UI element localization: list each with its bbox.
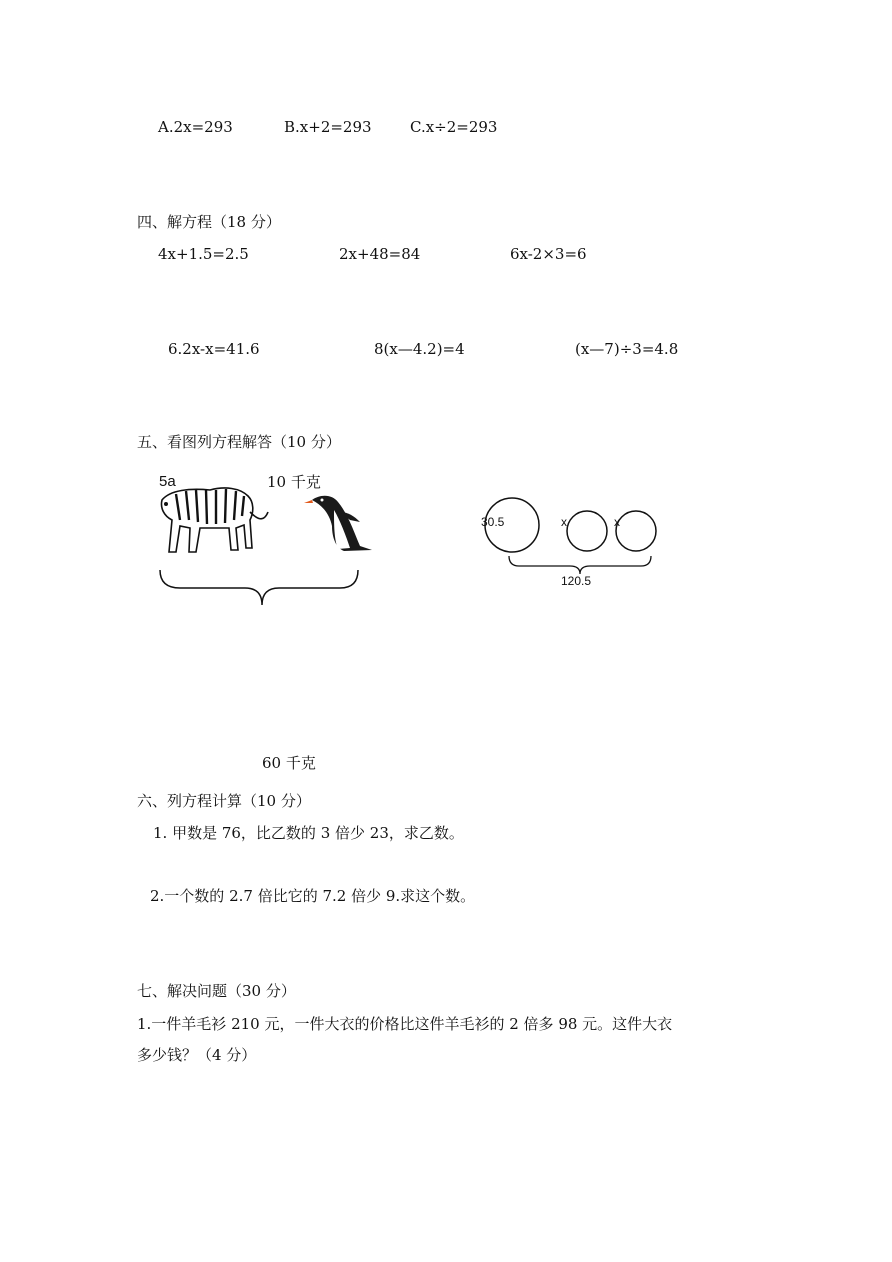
section-4-title: 四、解方程（18 分）	[137, 213, 281, 231]
equation-1: 4x+1.5=2.5	[158, 245, 249, 263]
circles-total-label: 120.5	[561, 574, 592, 588]
small-circle-2	[616, 511, 656, 551]
section-5-title: 五、看图列方程解答（10 分）	[137, 433, 341, 451]
tiger-label: 5a	[159, 473, 176, 490]
equation-6: (x—7)÷3=4.8	[575, 340, 679, 358]
animals-total-label: 60 千克	[262, 754, 316, 772]
equation-3: 6x-2×3=6	[510, 245, 587, 263]
section-6-question-2: 2.一个数的 2.7 倍比它的 7.2 倍少 9.求这个数。	[150, 887, 476, 905]
choice-c: C.x÷2=293	[410, 118, 498, 136]
section-6-question-1: 1. 甲数是 76，比乙数的 3 倍少 23，求乙数。	[153, 824, 464, 842]
penguin-label: 10 千克	[267, 473, 321, 491]
section-7-title: 七、解决问题（30 分）	[137, 982, 296, 1000]
small-circle-label-2: x	[614, 515, 620, 529]
small-circle-1	[567, 511, 607, 551]
section-6-title: 六、列方程计算（10 分）	[137, 792, 311, 810]
equation-4: 6.2x-x=41.6	[168, 340, 260, 358]
equation-2: 2x+48=84	[339, 245, 421, 263]
choice-a: A.2x=293	[158, 118, 233, 136]
choice-b: B.x+2=293	[284, 118, 372, 136]
section-7-question-1-line-1: 1.一件羊毛衫 210 元，一件大衣的价格比这件羊毛衫的 2 倍多 98 元。这件大衣	[137, 1015, 673, 1033]
small-circle-label-1: x	[561, 515, 567, 529]
section-7-question-1-line-2: 多少钱？（4 分）	[137, 1046, 257, 1064]
equation-5: 8(x—4.2)=4	[374, 340, 465, 358]
big-circle-label: 30.5	[481, 515, 505, 529]
